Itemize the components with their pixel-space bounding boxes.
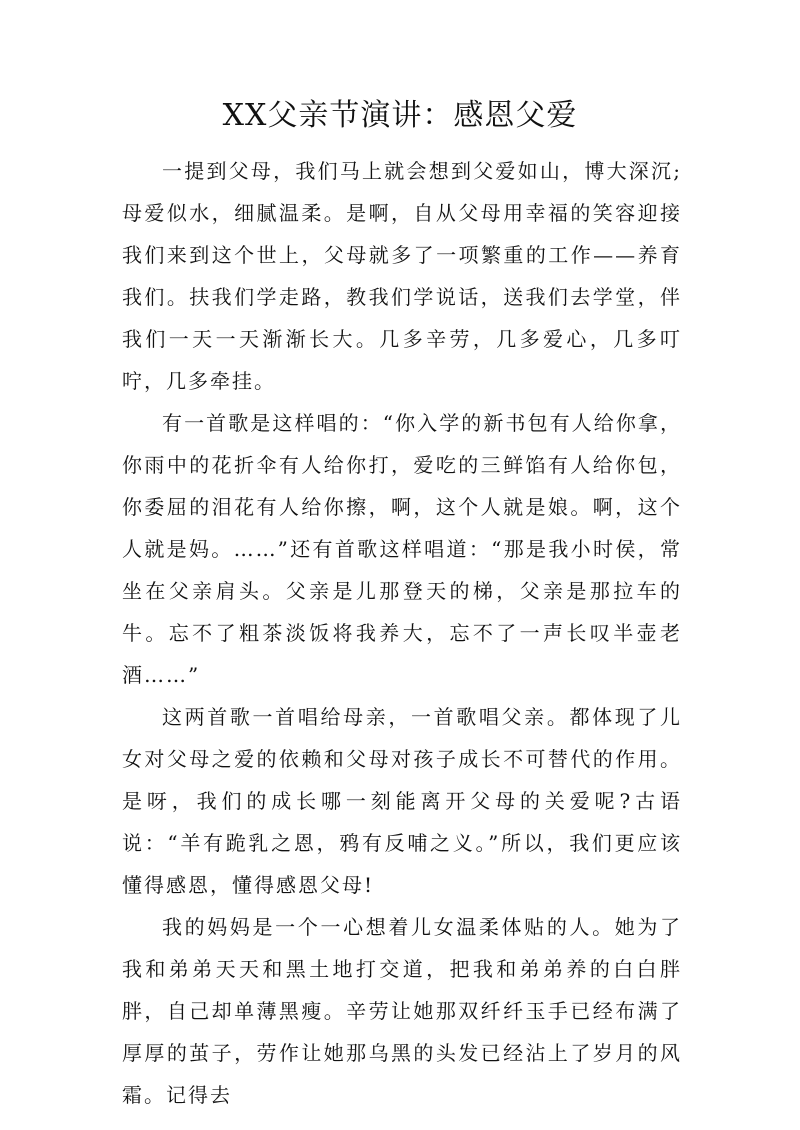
document-body bbox=[122, 150, 682, 1116]
paragraph-3: 这两首歌一首唱给母亲，一首歌唱父亲。都体现了儿女对父母之爱的依赖和父母对孩子成长不可替代的作用。是呀，我们的成长哪一刻能离开父母的关爱呢?古语说：“羊有跪乳之恩，鸦有反哺之义。”所以，我们更应该懂得感恩，懂得感恩父母! bbox=[122, 705, 682, 897]
paragraph-1: 一提到父母，我们马上就会想到父爱如山，博大深沉;母爱似水，细腻温柔。是啊，自从父母用幸福的笑容迎接我们来到这个世上，父母就多了一项繁重的工作——养育我们。扶我们学走路，教我们学说话，送我们去学堂，伴我们一天一天渐渐长大。几多辛劳，几多爱心，几多叮咛，几多牵挂。 bbox=[122, 159, 682, 393]
paragraph-4: 我的妈妈是一个一心想着儿女温柔体贴的人。她为了我和弟弟天天和黑土地打交道，把我和弟弟养的白白胖胖，自己却单薄黑瘦。辛劳让她那双纤纤玉手已经布满了厚厚的茧子，劳作让她那乌黑的头发已经沾上了岁月的风霜。记得去 bbox=[122, 915, 682, 1107]
page-title: XX父亲节演讲：感恩父爱 bbox=[222, 98, 578, 133]
paragraph-2: 有一首歌是这样唱的：“你入学的新书包有人给你拿，你雨中的花折伞有人给你打，爱吃的三鲜馅有人给你包，你委屈的泪花有人给你擦，啊，这个人就是娘。啊，这个人就是妈。……”还有首歌这样唱道：“那是我小时侯，常坐在父亲肩头。父亲是儿那登天的梯，父亲是那拉车的牛。忘不了粗茶淡饭将我养大，忘不了一声长叹半壶老酒……” bbox=[122, 411, 682, 687]
